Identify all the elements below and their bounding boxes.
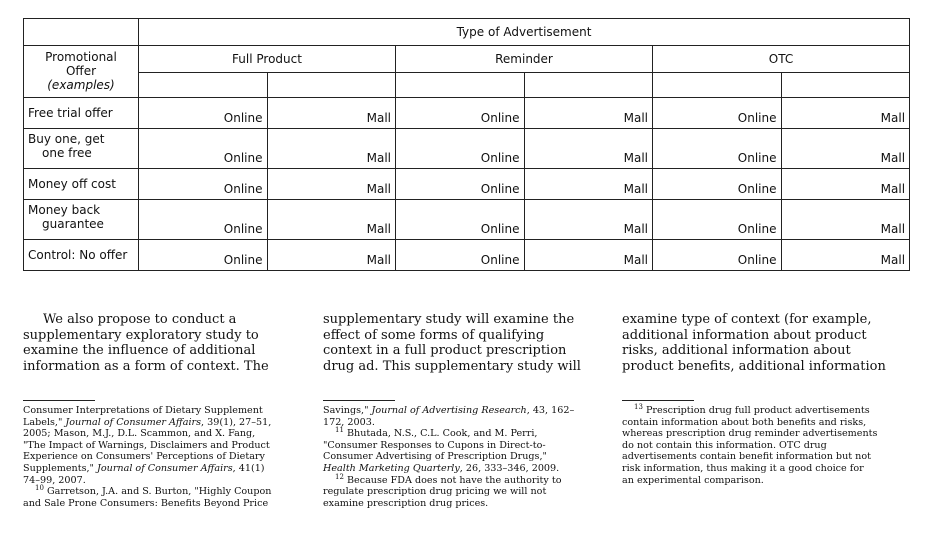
body-line: examine type of context (for example, [622,312,872,327]
cell-online: Online [139,240,268,271]
fn-journal: Health Marketing Quarterly [323,462,460,474]
cell-mall: Mall [267,98,396,129]
cell-online: Online [139,200,268,240]
table-group-row [24,46,910,73]
table-subheader-row [24,73,910,98]
body-line: additional information about product [622,327,867,343]
fn-text: Labels," [23,416,66,428]
body-line: We also propose to conduct a [43,312,237,327]
footnote-line: Experience on Consumers' Perceptions of Dietary [23,451,265,463]
body-line: examine the influence of additional [23,343,256,358]
footnote-line [323,463,593,475]
footnote-number: 13 [634,402,643,411]
fn-text: Garretson, J.A. and S. Burton, "Highly Coupon [43,486,272,498]
body-column-3 [622,312,912,374]
footnote-rule [323,400,395,401]
footnote-line [323,405,593,417]
row-label-control: Control: No offer [24,240,139,271]
footnote-line: advertisements contain benefit information but not [622,451,871,463]
footnotes-column-2 [323,405,593,509]
promo-header-line2: Offer [65,64,97,78]
subheader-cell [653,73,782,98]
fn-journal: Journal of Consumer Affairs [97,462,233,474]
footnotes-column-3 [622,402,912,486]
cell-online: Online [653,240,782,271]
cell-mall: Mall [524,200,653,240]
cell-online: Online [653,200,782,240]
cell-mall: Mall [524,240,653,271]
cell-mall: Mall [524,98,653,129]
row-label-money-off: Money off cost [24,169,139,200]
row-label-line1: Money back [28,203,101,217]
footnote-line: and Sale Prone Consumers: Benefits Beyond Price [23,497,269,509]
cell-online: Online [139,169,268,200]
footnote-line: 2005; Mason, M.J., D.L. Scammon, and X. Fang, [23,428,256,440]
footnote-line: Consumer Interpretations of Dietary Supplement [23,405,263,416]
cell-mall: Mall [781,200,910,240]
body-line: supplementary exploratory study to [23,327,259,343]
cell-online: Online [396,129,525,169]
footnote-line: whereas prescription drug reminder advertisements [622,428,878,440]
subheader-cell [139,73,268,98]
footnote-line [622,402,912,417]
footnote-number: 10 [35,483,44,492]
cell-online: Online [396,240,525,271]
advertisement-table [23,18,910,271]
subheader-cell [396,73,525,98]
footnote-line: 172, 2003. [323,416,375,428]
cell-online: Online [653,169,782,200]
footnote-line: risk information, thus making it a good choice for [622,462,864,474]
body-column-2 [323,312,585,374]
table-row [24,169,910,200]
fn-text: Supplements," [23,462,98,474]
footnote-number: 11 [335,426,344,434]
fn-text: , 41(1) [232,462,265,474]
footnote-line: 74–99, 2007. [23,474,86,486]
cell-mall: Mall [524,129,653,169]
fn-text: Bhutada, N.S., C.L. Cook, and M. Perri, [343,428,538,440]
footnote-line: contain information about both benefits and risks, [622,416,867,428]
footnote-line: an experimental comparison. [622,474,764,486]
footnote-line: do not contain this information. OTC drug [622,439,827,451]
body-line: product benefits, additional information [622,358,886,374]
row-label-money-back [24,200,139,240]
body-line: drug ad. This supplementary study will [323,358,581,374]
body-column-1 [23,312,285,374]
subheader-cell [524,73,653,98]
cell-mall: Mall [781,169,910,200]
table-row [24,129,910,169]
table-row [24,240,910,271]
group-reminder: Reminder [396,46,653,73]
cell-online: Online [396,169,525,200]
fn-journal: Journal of Advertising Research [371,405,527,416]
cell-mall: Mall [781,129,910,169]
table-row [24,98,910,129]
body-line: risks, additional information about [622,343,851,358]
footnote-line: "The Impact of Warnings, Disclaimers and Product [23,439,270,451]
cell-online: Online [396,200,525,240]
cell-online: Online [139,98,268,129]
body-line: supplementary study will examine the [323,312,575,327]
cell-online: Online [139,129,268,169]
row-label-line2: guarantee [42,217,104,231]
footnote-line: examine prescription drug prices. [323,497,489,509]
cell-mall: Mall [524,169,653,200]
body-line: effect of some forms of qualifying [323,327,545,343]
cell-mall: Mall [267,240,396,271]
footnote-line: regulate prescription drug pricing we will not [323,486,547,498]
cell-online: Online [653,98,782,129]
footnote-line [323,428,593,440]
cell-mall: Mall [267,129,396,169]
cell-mall: Mall [267,169,396,200]
footnote-line [23,417,303,429]
subheader-cell [267,73,396,98]
table-header-row [24,19,910,46]
cell-mall: Mall [267,200,396,240]
fn-journal: Journal of Consumer Affairs [65,416,202,428]
table-row [24,200,910,240]
footnote-number: 12 [335,472,344,481]
body-line: information as a form of context. The [23,358,269,374]
group-full-product: Full Product [139,46,396,73]
body-line: context in a full product prescription [323,343,567,358]
promo-header-line3: (examples) [47,78,115,92]
fn-text: , 43, 162– [526,405,575,416]
fn-text: , 26, 333–346, 2009. [459,462,560,474]
cell-mall: Mall [781,98,910,129]
row-label-free-trial: Free trial offer [24,98,139,129]
fn-text: Because FDA does not have the authority to [343,474,562,486]
footnote-rule [622,400,694,401]
fn-text: Savings," [323,405,372,416]
group-otc: OTC [653,46,910,73]
corner-cell [24,19,139,46]
row-label-line2: one free [42,146,92,160]
subheader-cell [781,73,910,98]
type-of-advertisement-header: Type of Advertisement [139,19,910,46]
cell-online: Online [653,129,782,169]
fn-text: , 39(1), 27–51, [201,416,272,428]
promo-header-line1: Promotional [45,50,117,64]
row-label-buy-one [24,129,139,169]
footnote-line [323,472,593,487]
fn-text: Prescription drug full product advertisements [642,405,870,416]
footnote-line [23,463,303,475]
footnote-rule [23,400,95,401]
promotional-offer-header [24,46,139,98]
footnotes-column-1 [23,405,303,509]
footnote-line [23,483,303,498]
cell-mall: Mall [781,240,910,271]
footnote-line: "Consumer Responses to Cupons in Direct-to- [323,439,546,451]
cell-online: Online [396,98,525,129]
footnote-line: Consumer Advertising of Prescription Drugs," [323,451,547,463]
row-label-line1: Buy one, get [28,132,105,146]
